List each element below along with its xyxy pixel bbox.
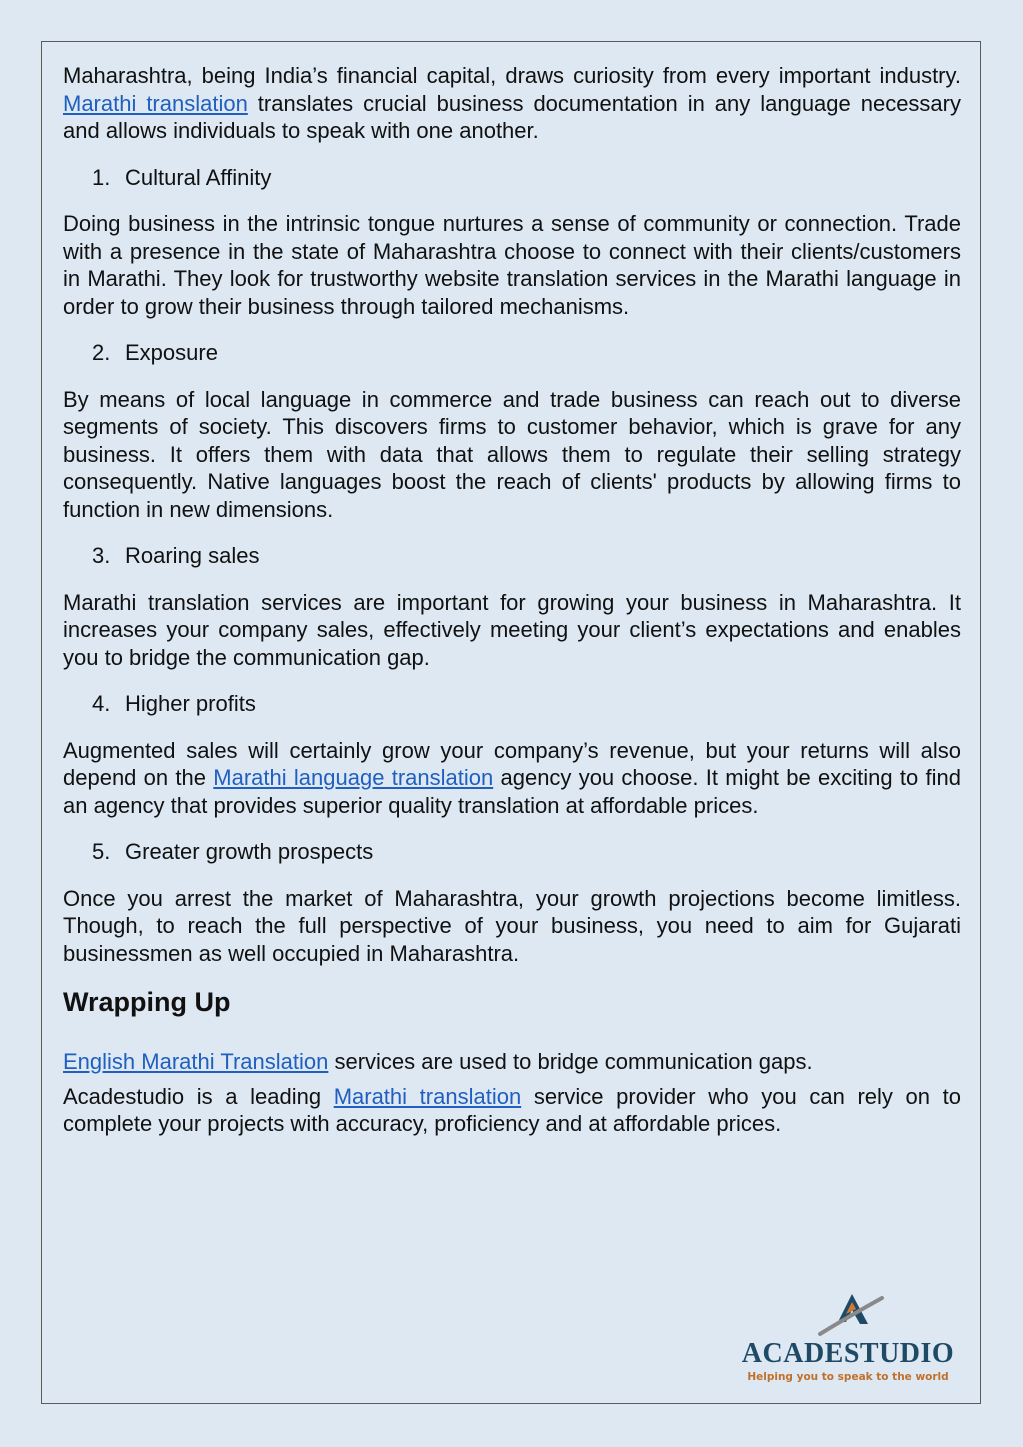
- list-item-roaring-sales: [92, 542, 961, 570]
- list-number: 5.: [92, 839, 111, 864]
- list-heading: Higher profits: [125, 691, 256, 716]
- acadestudio-logo: [736, 1292, 960, 1387]
- closing-line-2-text-end: service provider who you can rely on to complete your projects with accuracy, proficiency and at affordable prices.: [63, 1083, 961, 1136]
- closing-line-1: [63, 1048, 961, 1076]
- higher-profits-text: Augmented sales will certainly grow your company’s revenue, but your returns will also depend on the: [63, 737, 961, 790]
- higher-profits-paragraph: [63, 737, 961, 820]
- cultural-affinity-paragraph: Doing business in the intrinsic tongue nurtures a sense of community or connection. Trade with a presence in the state of Maharashtra choose to connect with their clients/customers in Marathi. They look for trustworthy website translation services in the Marathi language in order to grow their business through tailored mechanisms.: [63, 211, 961, 319]
- higher-profits-text-end: agency you choose. It might be exciting to find an agency that provides superior quality translation at affordable prices.: [63, 765, 961, 818]
- list-number: 3.: [92, 543, 111, 568]
- list-number: 2.: [92, 340, 111, 365]
- growth-prospects-paragraph: Once you arrest the market of Maharashtra, your growth projections become limitless. Though, to reach the full perspective of your business, you need to aim for Gujarati businessmen as well occupied in Maharashtra.: [63, 885, 961, 966]
- list-number: 4.: [92, 691, 111, 716]
- list-heading: Cultural Affinity: [125, 164, 272, 190]
- marathi-translation-link[interactable]: Marathi translation: [63, 90, 248, 116]
- list-item-higher-profits: [92, 690, 961, 718]
- intro-paragraph: [63, 62, 961, 145]
- list-number: 1.: [92, 164, 111, 190]
- list-heading: Greater growth prospects: [125, 839, 374, 864]
- list-heading: Exposure: [125, 340, 218, 365]
- exposure-paragraph: By means of local language in commerce and trade business can reach out to diverse segments of society. This discovers firms to customer behavior, which is grave for any business. It offers them with data that allows them to regulate their selling strategy consequently. Native languages boost the reach of clients' products by allowing firms to function in new dimensions.: [63, 386, 961, 522]
- logo-mountain-icon: [816, 1292, 886, 1338]
- logo-tagline: Helping you to speak to the world: [747, 1371, 949, 1383]
- marathi-translation-link-2[interactable]: Marathi translation: [333, 1083, 522, 1109]
- intro-text: Maharashtra, being India’s financial capital, draws curiosity from every important industry.: [63, 63, 961, 88]
- list-item-cultural-affinity: [92, 164, 961, 192]
- list-item-growth-prospects: [92, 838, 961, 866]
- closing-line-2: [63, 1083, 961, 1138]
- document-content: [63, 62, 961, 1138]
- english-marathi-translation-link[interactable]: English Marathi Translation: [63, 1049, 329, 1074]
- roaring-sales-paragraph: Marathi translation services are important for growing your business in Maharashtra. It increases your company sales, effectively meeting your client’s expectations and enables you to bridge the communication gap.: [63, 589, 961, 670]
- list-item-exposure: [92, 339, 961, 367]
- closing-line-2-text: Acadestudio is a leading: [63, 1083, 334, 1109]
- document-page: [41, 41, 981, 1404]
- marathi-language-translation-link[interactable]: Marathi language translation: [213, 765, 494, 790]
- list-heading: Roaring sales: [125, 543, 260, 568]
- closing-line-1-text: services are used to bridge communication gaps.: [328, 1049, 813, 1074]
- wrapping-up-heading: Wrapping Up: [63, 987, 231, 1017]
- logo-name: ACADESTUDIO: [741, 1338, 955, 1369]
- intro-text-end: translates crucial business documentation in any language necessary and allows individuals to speak with one another.: [63, 90, 961, 143]
